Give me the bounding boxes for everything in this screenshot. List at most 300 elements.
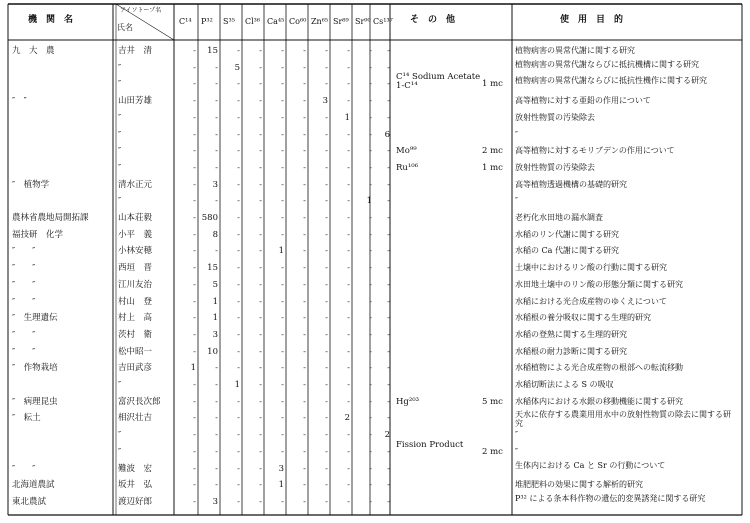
row-empty-dash: - [303,396,306,407]
row-empty-dash: - [387,380,390,390]
row-empty-dash: - [347,480,350,491]
row-empty-dash: - [387,146,390,157]
row-empty-dash: - [387,480,390,491]
row-empty-dash: - [347,196,350,207]
row-empty-dash: - [193,229,196,240]
row-empty-dash: - [387,396,390,407]
row-empty-dash: - [193,146,196,157]
row-empty-dash: - [369,79,372,90]
row-empty-dash: - [369,346,372,357]
row-empty-dash: - [281,313,284,324]
row-empty-dash: - [303,263,306,274]
row-empty-dash: - [303,62,306,73]
row-empty-dash: - [281,430,284,441]
row-empty-dash: - [281,396,284,407]
row-empty-dash: - [259,346,262,357]
header-isotope-Zn65: Zn⁶⁵ [311,17,329,26]
row-empty-dash: - [215,446,218,457]
header-isotope-C14: C¹⁴ [179,17,192,26]
row-empty-dash: - [237,196,240,207]
row-empty-dash: - [347,346,350,357]
row-value-P32: 1 [212,313,218,324]
row-empty-dash: - [237,313,240,324]
row-empty-dash: - [281,279,284,290]
row-empty-dash: - [193,313,196,324]
row-empty-dash: - [387,196,390,207]
row-empty-dash: - [347,79,350,90]
row-value-P32: 10 [207,346,218,357]
row-empty-dash: - [215,146,218,157]
row-empty-dash: - [369,413,372,424]
row-empty-dash: - [237,246,240,257]
row-empty-dash: - [325,213,328,223]
row-empty-dash: - [281,229,284,240]
row-empty-dash: - [259,496,262,507]
header-isotope-Ca45: Ca⁴⁵ [267,17,285,26]
row-empty-dash: - [303,430,306,441]
row-empty-dash: - [193,279,196,290]
row-person: 小平 義 [118,229,153,240]
row-purpose: 植物病害の異常代謝ならびに抵抗性機作に関する研究 [515,76,707,86]
row-empty-dash: - [193,112,196,123]
row-empty-dash: - [281,413,284,424]
row-empty-dash: - [387,229,390,240]
row-empty-dash: - [281,196,284,207]
row-value-P32: 3 [212,179,218,190]
row-person: 渡辺好郎 [118,496,153,507]
row-value-Zn65: 3 [322,96,328,107]
row-person: 村上 高 [118,313,153,324]
row-empty-dash: - [369,263,372,274]
row-empty-dash: - [325,463,328,474]
row-empty-dash: - [237,179,240,190]
row-empty-dash: - [325,79,328,90]
row-empty-dash: - [369,46,372,56]
row-empty-dash: - [303,346,306,357]
row-empty-dash: - [369,496,372,507]
row-empty-dash: - [259,279,262,290]
row-empty-dash: - [281,146,284,157]
row-empty-dash: - [193,446,196,457]
row-purpose: ″ [515,446,518,456]
row-empty-dash: - [387,413,390,424]
header-isotope-Cl36: Cl³⁶ [245,17,261,26]
row-purpose: ″ [515,129,518,139]
row-empty-dash: - [237,463,240,474]
row-empty-dash: - [303,146,306,157]
row-purpose: 水稲のリン代謝に関する研究 [515,229,619,239]
row-empty-dash: - [259,179,262,190]
row-value-Sr90: 1 [366,196,372,207]
row-empty-dash: - [215,480,218,491]
row-value-P32: 15 [207,263,218,274]
row-empty-dash: - [347,213,350,223]
row-empty-dash: - [303,179,306,190]
row-empty-dash: - [281,179,284,190]
row-empty-dash: - [369,446,372,457]
row-amount: 2 mc [482,146,503,157]
row-empty-dash: - [387,179,390,190]
row-empty-dash: - [281,96,284,107]
row-empty-dash: - [347,279,350,290]
row-empty-dash: - [387,329,390,340]
row-empty-dash: - [325,46,328,56]
row-empty-dash: - [193,46,196,56]
row-empty-dash: - [369,162,372,173]
row-empty-dash: - [303,112,306,123]
row-empty-dash: - [303,496,306,507]
row-empty-dash: - [369,96,372,107]
row-other: C¹⁴ Sodium Acetate 1-C¹⁴ [396,72,481,92]
row-empty-dash: - [281,263,284,274]
row-empty-dash: - [325,413,328,424]
row-empty-dash: - [193,463,196,474]
row-empty-dash: - [237,213,240,223]
row-value-P32: 1 [212,296,218,307]
row-person: 富沢長次郎 [118,396,161,407]
row-empty-dash: - [347,179,350,190]
row-empty-dash: - [259,213,262,223]
row-empty-dash: - [369,380,372,390]
row-empty-dash: - [237,413,240,424]
row-empty-dash: - [387,213,390,223]
row-empty-dash: - [259,263,262,274]
row-empty-dash: - [281,329,284,340]
row-empty-dash: - [347,496,350,507]
row-empty-dash: - [193,496,196,507]
row-amount: 1 mc [482,79,503,90]
row-empty-dash: - [281,129,284,140]
row-empty-dash: - [259,396,262,407]
row-institution: 東北農試 [12,496,47,507]
row-empty-dash: - [347,313,350,324]
row-empty-dash: - [369,313,372,324]
row-purpose: 高等植物に対するモリブデンの作用について [515,146,675,156]
row-empty-dash: - [369,463,372,474]
row-empty-dash: - [281,112,284,123]
row-empty-dash: - [237,229,240,240]
row-other: Hg²⁰³ [396,396,420,407]
header-isotope-Co60: Co⁶⁰ [289,17,307,26]
row-empty-dash: - [387,96,390,107]
row-empty-dash: - [369,179,372,190]
row-empty-dash: - [347,46,350,56]
row-empty-dash: - [193,79,196,90]
row-value-Sr89: 2 [344,413,350,424]
row-empty-dash: - [325,162,328,173]
row-empty-dash: - [303,162,306,173]
row-purpose: 水稲切断法による S の吸収 [515,380,614,389]
row-empty-dash: - [325,396,328,407]
row-empty-dash: - [259,46,262,56]
row-person: ″ [118,430,122,441]
row-person: ″ [118,79,122,90]
row-empty-dash: - [347,263,350,274]
row-amount: 5 mc [482,396,503,407]
row-empty-dash: - [281,296,284,307]
row-empty-dash: - [193,329,196,340]
row-empty-dash: - [193,179,196,190]
row-empty-dash: - [387,363,390,374]
header-isotope-name-label: アイソトープ名 [120,7,162,14]
row-empty-dash: - [387,463,390,474]
row-value-P32: 15 [207,46,218,56]
row-value-P32: 3 [212,329,218,340]
row-empty-dash: - [347,246,350,257]
row-empty-dash: - [237,146,240,157]
row-empty-dash: - [259,96,262,107]
row-empty-dash: - [347,430,350,441]
row-empty-dash: - [237,430,240,441]
row-empty-dash: - [237,96,240,107]
row-institution: 農林省農地局開拓課 [12,213,89,223]
row-empty-dash: - [259,62,262,73]
row-purpose: 水稲体内における水銀の移動機能に関する研究 [515,396,683,406]
row-empty-dash: - [387,112,390,123]
row-purpose: 放射性物質の汚染除去 [515,162,595,172]
row-empty-dash: - [387,246,390,257]
row-empty-dash: - [193,263,196,274]
row-empty-dash: - [325,346,328,357]
row-person: 江川友治 [118,279,153,290]
row-purpose: 水稲植物による光合成産物の根部への転流移動 [515,363,683,373]
row-empty-dash: - [259,313,262,324]
row-empty-dash: - [193,196,196,207]
row-empty-dash: - [325,313,328,324]
row-empty-dash: - [387,313,390,324]
row-empty-dash: - [347,146,350,157]
row-empty-dash: - [259,413,262,424]
row-other: Fission Product [396,439,464,450]
row-institution: ″ 耘土 [12,413,41,424]
row-empty-dash: - [325,229,328,240]
header-isotope-P32: P³² [201,17,213,26]
row-empty-dash: - [347,296,350,307]
row-empty-dash: - [325,62,328,73]
row-empty-dash: - [237,112,240,123]
row-empty-dash: - [387,279,390,290]
row-empty-dash: - [193,96,196,107]
row-empty-dash: - [259,480,262,491]
row-empty-dash: - [259,380,262,390]
row-purpose: 水田地土壌中のリン酸の形態分類に関する研究 [515,279,683,289]
row-empty-dash: - [369,363,372,374]
row-institution: ″ 作物栽培 [12,363,58,374]
row-empty-dash: - [237,296,240,307]
row-empty-dash: - [325,363,328,374]
row-empty-dash: - [259,162,262,173]
row-empty-dash: - [347,396,350,407]
row-empty-dash: - [259,246,262,257]
row-empty-dash: - [325,296,328,307]
row-empty-dash: - [259,430,262,441]
row-person: 西垣 晋 [118,263,153,274]
row-empty-dash: - [369,146,372,157]
row-empty-dash: - [325,446,328,457]
row-empty-dash: - [369,229,372,240]
row-person: ″ [118,380,122,390]
row-empty-dash: - [303,96,306,107]
row-institution: ″ ″ [12,463,36,474]
row-purpose: ″ [515,196,518,206]
row-empty-dash: - [387,496,390,507]
row-empty-dash: - [259,112,262,123]
row-empty-dash: - [193,346,196,357]
row-empty-dash: - [325,430,328,441]
row-empty-dash: - [347,463,350,474]
row-person: 山本荘毅 [118,213,153,223]
row-purpose: 高等植物に対する亜鉛の作用について [515,96,651,106]
row-person: ″ [118,129,122,140]
row-empty-dash: - [237,79,240,90]
row-empty-dash: - [369,112,372,123]
row-empty-dash: - [237,346,240,357]
row-purpose: 水稲の Ca 代謝に関する研究 [515,246,619,256]
header-isotope-Sr90: Sr⁹⁰ [355,17,371,26]
row-institution: ″ 病理昆虫 [12,396,58,407]
row-empty-dash: - [325,196,328,207]
row-institution: ″ ″ [12,263,36,274]
row-value-P32: 3 [212,496,218,507]
row-empty-dash: - [193,380,196,390]
row-person: 難波 宏 [118,463,153,474]
row-empty-dash: - [387,346,390,357]
row-purpose: P³² による条本科作物の遺伝的変異誘発に関する研究 [515,493,706,503]
row-empty-dash: - [303,463,306,474]
row-person: 清水正元 [118,179,153,190]
row-empty-dash: - [369,129,372,140]
header-person-label: 氏名 [117,23,133,32]
row-empty-dash: - [237,279,240,290]
row-value-Ca45: 1 [278,480,284,491]
row-empty-dash: - [259,146,262,157]
row-empty-dash: - [237,446,240,457]
row-empty-dash: - [303,229,306,240]
row-empty-dash: - [347,96,350,107]
header-isotope-Cs137: Cs¹³⁷ [373,17,393,26]
row-value-C14: 1 [190,363,196,374]
row-empty-dash: - [281,363,284,374]
row-person: 吉井 清 [118,46,153,56]
row-person: ″ [118,162,122,173]
row-purpose: 水稲における光合成産物のゆくえについて [515,296,667,306]
row-empty-dash: - [193,413,196,424]
row-amount: 1 mc [482,162,503,173]
row-empty-dash: - [303,329,306,340]
row-empty-dash: - [325,146,328,157]
row-empty-dash: - [387,446,390,457]
row-purpose: 植物病害の異常代謝に関する研究 [515,46,635,55]
row-person: 相沢壮吉 [118,413,153,424]
row-empty-dash: - [303,296,306,307]
row-empty-dash: - [325,496,328,507]
row-purpose: 植物病害の異常代謝ならびに抵抗機構に関する研究 [515,59,699,69]
row-institution: ″ ″ [12,96,27,107]
row-purpose: 土壌中におけるリン酸の行動に関する研究 [515,263,667,273]
row-empty-dash: - [193,396,196,407]
row-person: 山田芳雄 [118,96,153,107]
row-empty-dash: - [193,162,196,173]
header-purpose: 使 用 目 的 [560,15,624,25]
row-empty-dash: - [303,79,306,90]
row-purpose: 水稲の登熟に関する生理的研究 [515,329,627,339]
row-institution: ″ 生理遺伝 [12,313,58,324]
row-purpose: 水稲根の耐力診断に関する研究 [515,346,627,356]
row-empty-dash: - [193,296,196,307]
row-empty-dash: - [325,380,328,390]
row-empty-dash: - [369,62,372,73]
row-empty-dash: - [347,380,350,390]
header-isotope-S35: S³⁵ [223,17,235,26]
row-empty-dash: - [347,162,350,173]
row-empty-dash: - [325,129,328,140]
row-person: 吉田武彦 [118,363,153,374]
row-other: Ru¹⁰⁶ [396,162,419,173]
row-institution: 九 大 農 [12,46,55,56]
row-purpose: ″ [515,430,518,440]
row-value-P32: 8 [212,229,218,240]
row-empty-dash: - [237,363,240,374]
row-empty-dash: - [325,329,328,340]
row-empty-dash: - [237,496,240,507]
row-empty-dash: - [281,62,284,73]
row-purpose: 高等植物透過機構の基礎的研究 [515,179,627,189]
row-empty-dash: - [259,79,262,90]
row-empty-dash: - [215,413,218,424]
row-empty-dash: - [325,179,328,190]
row-empty-dash: - [325,263,328,274]
row-value-P32: 580 [201,213,218,223]
row-empty-dash: - [369,296,372,307]
row-institution: ″ ″ [12,246,36,257]
row-empty-dash: - [347,329,350,340]
row-empty-dash: - [215,62,218,73]
row-empty-dash: - [369,213,372,223]
row-empty-dash: - [215,363,218,374]
row-institution: ″ 植物学 [12,179,50,190]
row-value-Ca45: 3 [278,463,284,474]
row-amount: 2 mc [482,446,503,457]
row-empty-dash: - [215,112,218,123]
row-empty-dash: - [237,480,240,491]
row-value-P32: 5 [212,279,218,290]
row-empty-dash: - [303,363,306,374]
row-value-Ca45: 1 [278,246,284,257]
row-empty-dash: - [259,196,262,207]
row-empty-dash: - [259,329,262,340]
row-empty-dash: - [347,363,350,374]
header-other: そ の 他 [410,15,456,25]
row-empty-dash: - [387,162,390,173]
row-empty-dash: - [303,246,306,257]
row-empty-dash: - [281,446,284,457]
row-empty-dash: - [303,413,306,424]
row-empty-dash: - [303,380,306,390]
row-value-S35: 5 [234,62,240,73]
row-empty-dash: - [215,396,218,407]
row-person: ″ [118,146,122,157]
row-empty-dash: - [215,246,218,257]
row-purpose: 老朽化水田地の漏水調査 [515,213,603,222]
row-empty-dash: - [369,279,372,290]
row-empty-dash: - [387,296,390,307]
row-empty-dash: - [237,329,240,340]
row-purpose: 堆肥肥料の効果に関する解析的研究 [515,480,643,490]
row-empty-dash: - [193,246,196,257]
row-value-Sr89: 1 [344,112,350,123]
row-empty-dash: - [303,446,306,457]
row-empty-dash: - [193,213,196,223]
